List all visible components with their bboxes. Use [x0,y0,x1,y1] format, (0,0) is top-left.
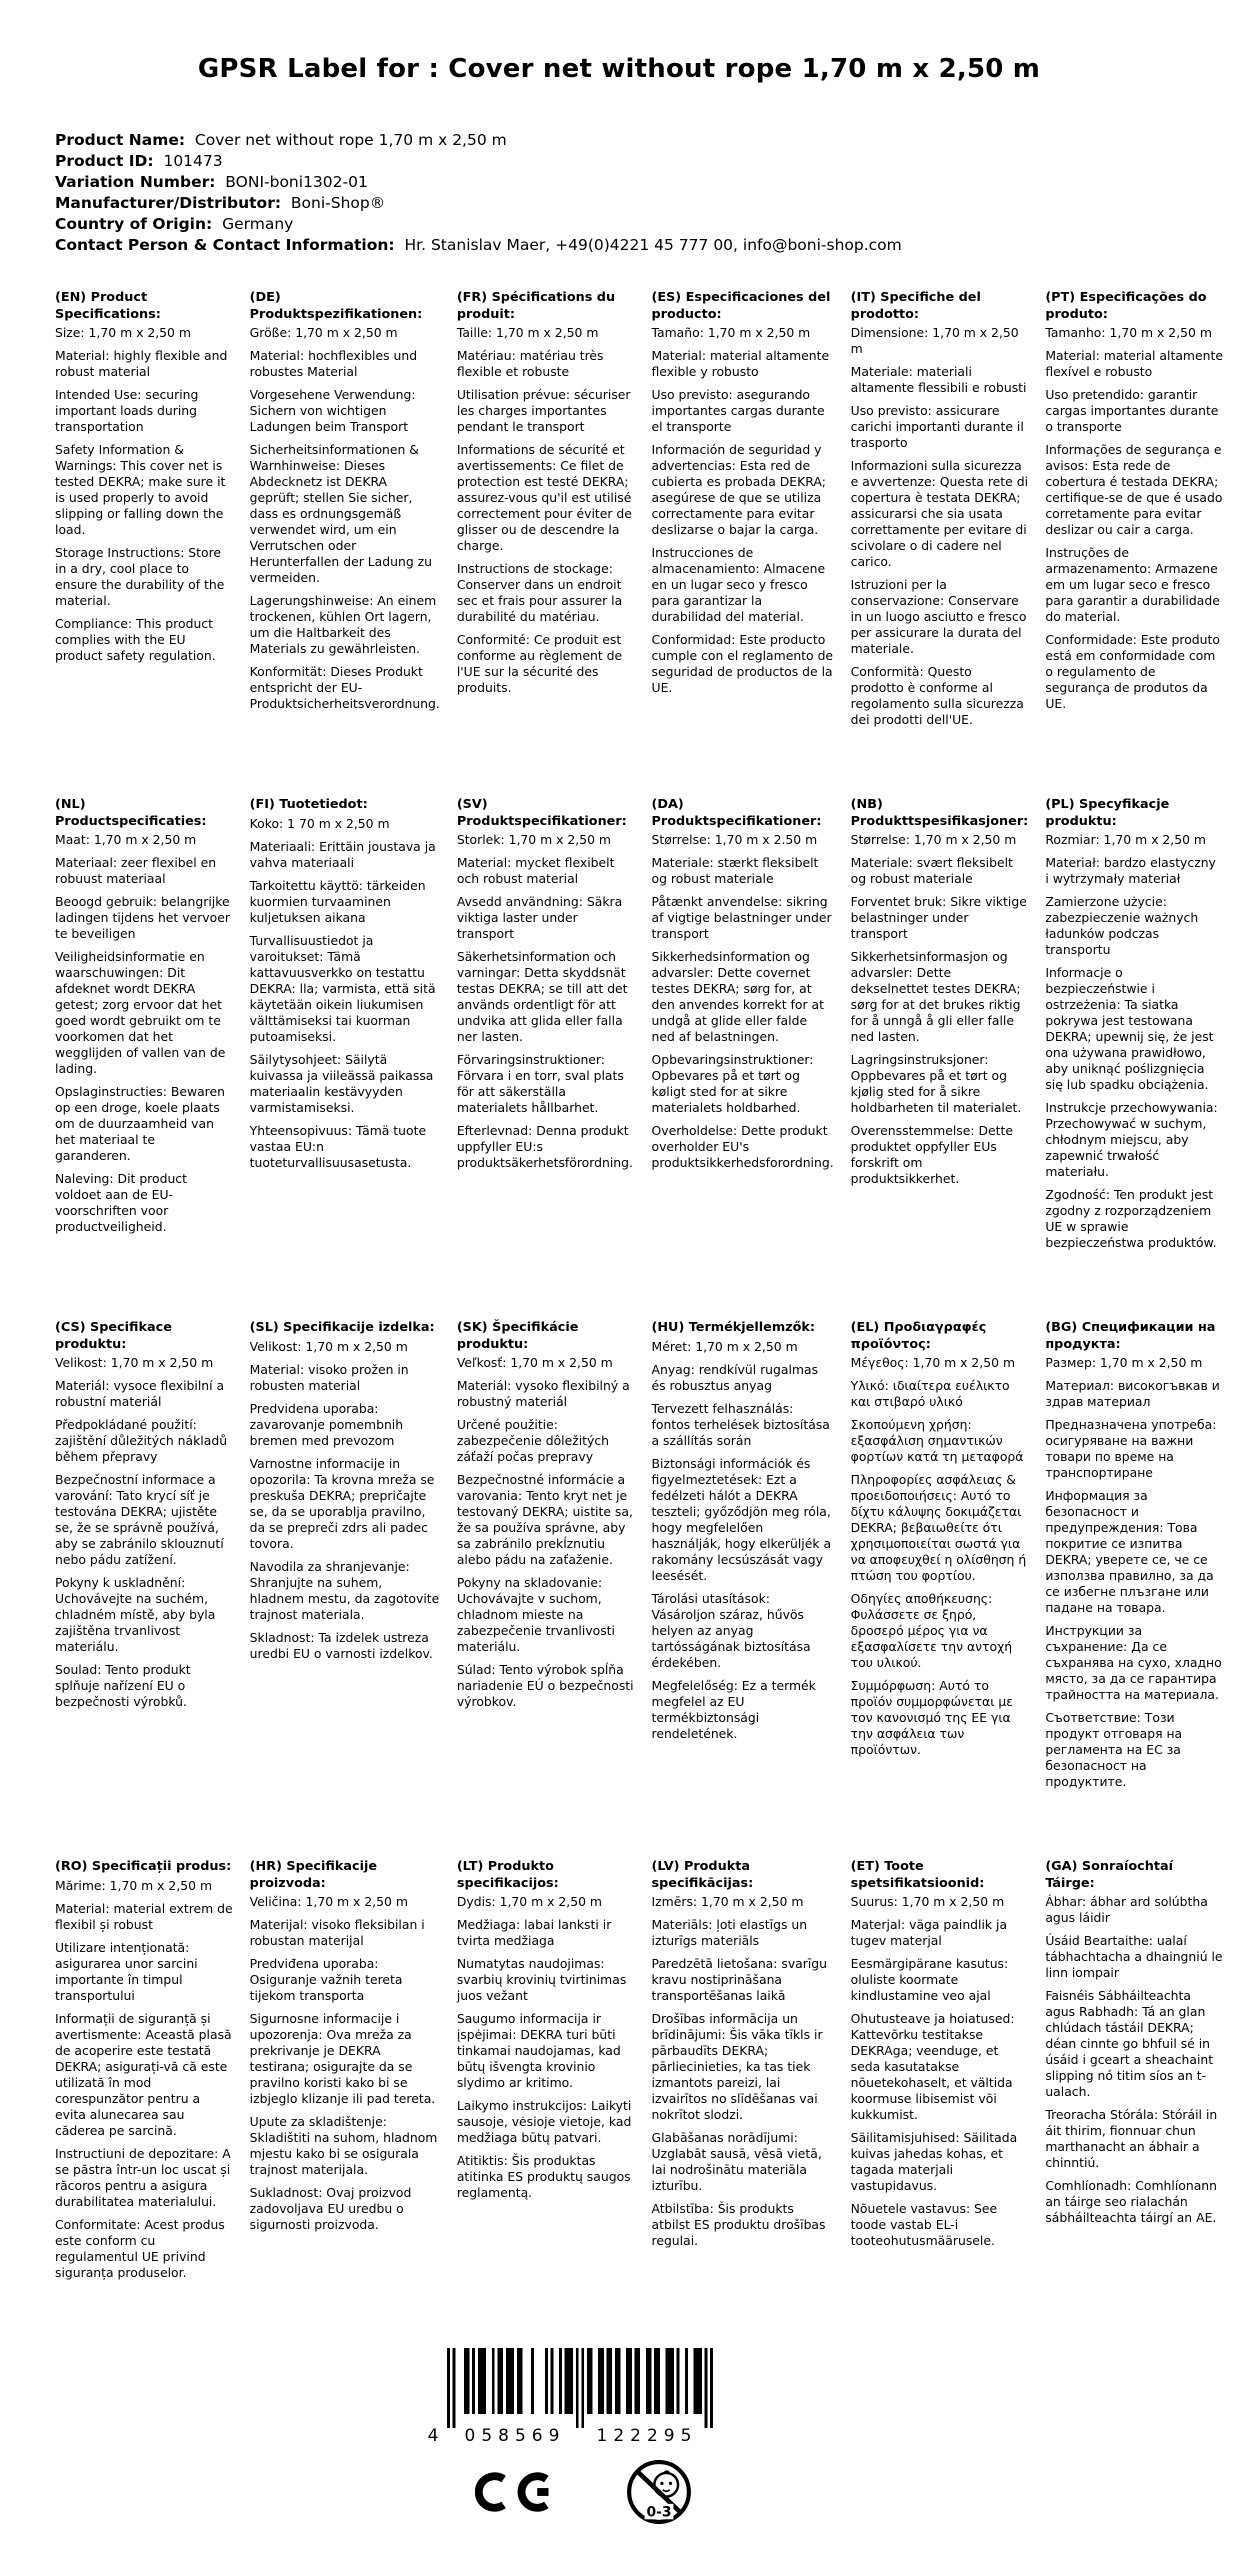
spec-paragraph: Zamierzone użycie: zabezpieczenie ważnych ładunków podczas transportu [1045,894,1199,958]
spec-header: (DE) Produktspezifikationen: [249,290,423,322]
spec-paragraph: Pokyny na skladovanie: Uchovávajte v suchom, chladnom mieste na zabezpečenie trvanlivosti materiálu. [456,1575,615,1655]
product-info-value: Germany [212,215,294,234]
spec-paragraph: Tervezett felhasználás: fontos terhelések biztosítása a szállítás során [651,1400,830,1448]
spec-paragraph: Upute za skladištenje: Skladištiti na suhom, hladnom mjestu kako bi se osigurala trajnost materijala. [249,2114,438,2178]
spec-paragraph: Conformità: Questo prodotto è conforme al regolamento sulla sicurezza dei prodotti dell'UE. [850,664,1024,728]
spec-header: (EN) Product Specifications: [55,290,161,322]
spec-header: (IT) Specifiche del prodotto: [850,290,981,322]
spec-paragraph: Lagringsinstruksjoner: Oppbevares på et tørt og kjølig sted for å sikre holdbarheten til materialet. [850,1052,1022,1116]
spec-header: (BG) Спецификации на продукта: [1045,1320,1216,1352]
spec-paragraph: Material: material extrem de flexibil și robust [55,1900,233,1932]
spec-header: (CS) Specifikace produktu: [55,1320,172,1352]
spec-header: (ES) Especificaciones del producto: [651,290,831,322]
spec-header: (DA) Produktspecifikationer: [651,797,822,829]
spec-paragraph: Bezpečnostné informácie a varovania: Tento kryt net je testovaný DEKRA; uistite sa, že sa používa správne, aby sa zabránilo prekĺznutiu alebo pádu na zaťaženie. [456,1472,633,1568]
spec-paragraph: Tamaño: 1,70 m x 2,50 m [651,325,811,341]
spec-paragraph: Materiale: materiali altamente flessibili e robusti [850,364,1027,396]
spec-paragraph: Suurus: 1,70 m x 2,50 m [850,1894,1005,1910]
spec-paragraph: Konformität: Dieses Produkt entspricht der EU-Produktsicherheitsverordnung. [249,664,440,712]
spec-header: (RO) Specificații produs: [55,1859,232,1875]
spec-paragraph: Overholdelse: Dette produkt overholder EU's produktsikkerhedsforordning. [651,1123,834,1171]
spec-paragraph: Materiale: svært fleksibelt og robust materiale [850,855,1013,887]
spec-paragraph: Veličina: 1,70 m x 2,50 m [249,1894,408,1910]
product-info-row [55,130,1223,151]
spec-paragraph: Laikymo instrukcijos: Laikyti sausoje, vėsioje vietoje, kad medžiaga būtų patvari. [456,2098,632,2146]
spec-paragraph: Ábhar: ábhar ard solúbtha agus láidir [1045,1894,1208,1926]
spec-paragraph: Uso pretendido: garantir cargas importantes durante o transporte [1045,387,1219,435]
spec-paragraph: Comhlíonadh: Comhlíonann an táirge seo rialachán sábháilteachta táirgí an AE. [1045,2178,1218,2226]
spec-paragraph: Material: material altamente flexível e robusto [1045,348,1223,380]
spec-paragraph: Megfelelőség: Ez a termék megfelel az EU termékbiztonsági rendeletének. [651,1677,816,1741]
spec-paragraph: Veiligheidsinformatie en waarschuwingen: Dit afdeknet wordt DEKRA getest; zorg ervoor dat het goed wordt gebruikt om te voorkomen dat het wegglijden of vallen van de lading. [55,949,226,1077]
barcode-digit-lead: 4 [427,2425,439,2444]
spec-block-sv [457,797,635,1178]
spec-header: (HR) Specifikacije proizvoda: [249,1859,378,1891]
spec-paragraph: Material: highly flexible and robust material [55,348,228,380]
spec-block-fi [250,797,440,1178]
spec-header: (EL) Προδιαγραφές προϊόντος: [850,1320,987,1352]
spec-grid [55,290,1223,2288]
spec-paragraph: Mărime: 1,70 m x 2,50 m [55,1877,213,1893]
spec-paragraph: Soulad: Tento produkt splňuje nařízení EU o bezpečnosti výrobků. [55,1662,191,1710]
spec-header: (PT) Especificações do produto: [1045,290,1207,322]
spec-header: (SL) Specifikacije izdelka: [249,1320,435,1336]
product-info-row [55,172,1223,193]
spec-paragraph: Instructiuni de depozitare: A se păstra într-un loc uscat și răcoros pentru a asigura durabilitatea materialului. [55,2145,231,2209]
age-warning-0-3-icon [625,2458,693,2526]
spec-paragraph: Súlad: Tento výrobok spĺňa nariadenie EÚ o bezpečnosti výrobkov. [456,1662,634,1710]
spec-paragraph: Instructions de stockage: Conserver dans un endroit sec et frais pour assurer la durabilité du matériau. [456,561,623,625]
spec-block-de [250,290,440,719]
spec-paragraph: Istruzioni per la conservazione: Conservare in un luogo asciutto e fresco per assicurare la durata del materiale. [850,577,1027,657]
spec-paragraph: Dydis: 1,70 m x 2,50 m [456,1894,602,1910]
spec-paragraph: Atbilstība: Šis produkts atbilst ES produktu drošības regulai. [651,2201,826,2249]
spec-block-bg [1045,1320,1223,1797]
spec-paragraph: Méret: 1,70 m x 2,50 m [651,1338,798,1354]
spec-paragraph: Sikkerhedsinformation og advarsler: Dette covernet testes DEKRA; sørg for, at den anvendes korrekt for at undgå at glide eller falde ned af belastningen. [651,949,824,1045]
spec-paragraph: Předpokládané použití: zajištění důležitých nákladů během přepravy [55,1417,228,1465]
spec-paragraph: Varnostne informacije in opozorila: Ta krovna mreža se preskuša DEKRA; prepričajte se, da se uporablja pravilno, da se prepreči zdrs ali padec tovora. [249,1455,435,1551]
spec-paragraph: Opslaginstructies: Bewaren op een droge, koele plaats om de duurzaamheid van het materiaal te garanderen. [55,1084,225,1164]
product-info-label: Variation Number: [55,173,216,192]
spec-paragraph: Veľkosť: 1,70 m x 2,50 m [456,1355,613,1371]
spec-block-nl [55,797,233,1242]
spec-block-pl [1045,797,1223,1258]
spec-paragraph: Určené použitie: zabezpečenie dôležitých záťaží počas prepravy [456,1417,610,1465]
spec-header: (ET) Toote spetsifikatsioonid: [850,1859,985,1891]
spec-paragraph: Predviđena uporaba: Osiguranje važnih tereta tijekom transporta [249,1956,403,2004]
spec-paragraph: Informații de siguranță și avertismente: Această plasă de acoperire este testată DEKRA; asigurați-vă că este utilizată în mod corespunzător pentru a evita alunecarea sau căderea pe sarcină. [55,2010,232,2138]
spec-paragraph: Conformitate: Acest produs este conform cu regulamentul UE privind siguranța produselor. [55,2216,225,2280]
spec-block-et [851,1859,1029,2256]
spec-paragraph: Drošības informācija un brīdinājumi: Šis vāka tīkls ir pārbaudīts DEKRA; pārliecinieties, ka tas tiek izmantots pareizi, lai izvairītos no slīdēšanas vai nokrītot slodzi. [651,2011,823,2123]
spec-paragraph: Paredzētā lietošana: svarīgu kravu nostiprināšana transportēšanas laikā [651,1956,828,2004]
spec-paragraph: Sukladnost: Ovaj proizvod zadovoljava EU uredbu o sigurnosti proizvoda. [249,2185,412,2233]
spec-paragraph: Medžiaga: labai lanksti ir tvirta medžiaga [456,1917,612,1949]
spec-paragraph: Säilitamisjuhised: Säilitada kuivas jahedas kohas, et tagada materjali vastupidavus. [850,2130,1018,2194]
spec-paragraph: Säkerhetsinformation och varningar: Detta skyddsnät testas DEKRA; se till att det används ordentligt för att undvika att glida eller falla ner lasten. [456,949,628,1045]
spec-header: (PL) Specyfikacje produktu: [1045,797,1170,829]
spec-paragraph: Предназначена употреба: осигуряване на важни товари по време на транспортиране [1045,1417,1217,1481]
spec-block-sl [250,1320,440,1669]
spec-paragraph: Vorgesehene Verwendung: Sichern von wichtigen Ladungen beim Transport [249,387,416,435]
spec-header: (NL) Productspecificaties: [55,797,207,829]
spec-paragraph: Úsáid Beartaithe: ualaí tábhachtacha a dhaingniú le linn iompair [1045,1933,1223,1981]
spec-paragraph: Informações de segurança e avisos: Esta rede de cobertura é testada DEKRA; certifique-se de que é usado corretamente para evitar deslizar ou cair a carga. [1045,442,1223,538]
spec-paragraph: Efterlevnad: Denna produkt uppfyller EU:s produktsäkerhetsförordning. [456,1123,633,1171]
spec-paragraph: Maat: 1,70 m x 2,50 m [55,832,197,848]
spec-paragraph: Materiál: vysoko flexibilný a robustný materiál [456,1378,630,1410]
spec-paragraph: Συμμόρφωση: Αυτό το προϊόν συμμορφώνεται με τον κανονισμό της ΕΕ για την ασφάλεια των προϊόντων. [850,1678,1013,1758]
spec-paragraph: Opbevaringsinstruktioner: Opbevares på et tørt og køligt sted for at sikre materialets holdbarhed. [651,1052,814,1116]
spec-paragraph: Ohutusteave ja hoiatused: Kattevõrku testitakse DEKRAga; veenduge, et seda kasutatakse nõuetekohaselt, et vältida koormuse libisemist või kukkumist. [850,2011,1015,2123]
spec-paragraph: Πληροφορίες ασφάλειας & προειδοποιήσεις: Αυτό το δίχτυ κάλυψης δοκιμάζεται DEKRA; βεβαιωθείτε ότι χρησιμοποιείται σωστά για να αποφευχθεί η ολίσθηση ή πτώση του φορτίου. [850,1472,1027,1584]
spec-paragraph: Uso previsto: asegurando importantes cargas durante el transporte [651,387,825,435]
spec-paragraph: Tarkoitettu käyttö: tärkeiden kuormien turvaaminen kuljetuksen aikana [249,877,426,925]
spec-block-nb [851,797,1029,1194]
spec-paragraph: Informations de sécurité et avertissements: Ce filet de protection est testé DEKRA; assurez-vous qu'il est utilisé correctement pour éviter de glisser ou de descendre la charge. [456,442,632,554]
spec-paragraph: Nõuetele vastavus: See toode vastab EL-i tooteohutusmäärusele. [850,2201,998,2249]
spec-block-en [55,290,233,671]
spec-paragraph: Instrukcje przechowywania: Przechowywać w suchym, chłodnym miejscu, aby zapewnić trwałość materiału. [1045,1100,1218,1180]
spec-paragraph: Tamanho: 1,70 m x 2,50 m [1045,325,1212,341]
spec-header: (LV) Produkta specifikācijas: [651,1859,754,1891]
barcode-digits-group2: 122295 [596,2425,698,2444]
spec-block-ro [55,1859,233,2288]
spec-paragraph: Velikost: 1,70 m x 2,50 m [55,1355,214,1371]
spec-header: (FI) Tuotetiedot: [249,797,368,813]
spec-paragraph: Größe: 1,70 m x 2,50 m [249,325,398,341]
product-info-value: Cover net without rope 1,70 m x 2,50 m [185,131,507,149]
spec-paragraph: Koko: 1 70 m x 2,50 m [249,815,390,831]
product-info-label: Product ID: [55,152,154,171]
spec-paragraph: Material: mycket flexibelt och robust material [456,855,615,887]
spec-block-fr [457,290,635,703]
spec-paragraph: Μέγεθος: 1,70 m x 2,50 m [850,1355,1016,1371]
product-info-label: Contact Person & Contact Information: [55,236,395,255]
spec-paragraph: Съответствие: Този продукт отговаря на регламента на ЕС за безопасност на продуктите. [1045,1710,1183,1790]
spec-paragraph: Materjal: väga paindlik ja tugev materjal [850,1917,1008,1949]
spec-paragraph: Rozmiar: 1,70 m x 2,50 m [1045,832,1206,848]
spec-paragraph: Overensstemmelse: Dette produktet oppfyller EUs forskrift om produktsikkerhet. [850,1123,1013,1187]
spec-paragraph: Conformidad: Este producto cumple con el reglamento de seguridad de productos de la UE. [651,632,834,696]
spec-block-cs [55,1320,233,1717]
spec-paragraph: Instruções de armazenamento: Armazene em um lugar seco e fresco para garantir a durabilidade do material. [1045,545,1220,625]
spec-block-lt [457,1859,635,2208]
spec-paragraph: Bezpečnostní informace a varování: Tato krycí síť je testována DEKRA; ujistěte se, že se správně používá, aby se zabránilo sklouznutí nebo pádu zatížení. [55,1472,224,1568]
spec-paragraph: Eesmärgipärane kasutus: oluliste koormate kindlustamine veo ajal [850,1956,1009,2004]
spec-paragraph: Materijal: visoko fleksibilan i robustan materijal [249,1917,425,1949]
spec-paragraph: Pokyny k uskladnění: Uchovávejte na suchém, chladném místě, aby byla zajištěna trvanlivost materiálu. [55,1575,216,1655]
product-info-label: Manufacturer/Distributor: [55,194,282,213]
product-info-row [55,193,1223,214]
spec-paragraph: Forventet bruk: Sikre viktige belastninger under transport [850,894,1027,942]
spec-paragraph: Tárolási utasítások: Vásároljon száraz, hűvös helyen az anyag tartósságának biztosítása érdekében. [651,1590,811,1670]
spec-header: (SK) Špecifikácie produktu: [456,1320,579,1352]
product-info-label: Country of Origin: [55,215,213,234]
spec-paragraph: Turvallisuustiedot ja varoitukset: Tämä kattavuusverkko on testattu DEKRA: lla; varmista, että sitä käytetään oikein liukumisen välttämiseksi tai kuorman putoamiseksi. [249,932,436,1044]
barcode-bars [447,2348,713,2428]
spec-paragraph: Informacje o bezpieczeństwie i ostrzeżenia: Ta siatka pokrywa jest testowana DEKRA; upewnij się, że jest ona używana prawidłowo, aby uniknąć poślizgnięcia się lub spadku obciążenia. [1045,965,1214,1093]
spec-paragraph: Informazioni sulla sicurezza e avvertenze: Questa rete di copertura è testata DEKRA; assicurarsi che sia usata correttamente per evitare di scivolare o di cadere nel carico. [850,458,1029,570]
spec-paragraph: Velikost: 1,70 m x 2,50 m [249,1338,408,1354]
product-info-label: Product Name: [55,131,186,149]
product-info-value: BONI-boni1302-01 [215,173,368,192]
spec-paragraph: Materiaal: zeer flexibel en robuust materiaal [55,855,217,887]
spec-block-it [851,290,1029,735]
spec-paragraph: Atitiktis: Šis produktas atitinka ES produktų saugos reglamentą. [456,2153,631,2201]
spec-paragraph: Conformidade: Este produto está em conformidade com o regulamento de segurança de produtos da UE. [1045,632,1220,712]
spec-paragraph: Saugumo informacija ir įspėjimai: DEKRA turi būti tinkamai naudojamas, kad būtų išvengta krovinio slydimo ar kritimo. [456,2011,621,2091]
spec-header: (HU) Termékjellemzők: [651,1320,816,1336]
spec-paragraph: Material: hochflexibles und robustes Material [249,348,418,380]
spec-paragraph: Utilisation prévue: sécuriser les charges importantes pendant le transport [456,387,631,435]
spec-paragraph: Faisnéis Sábháilteachta agus Rabhadh: Tá an glan chlúdach tástáil DEKRA; déan cinnte go bhfuil sé in úsáid i gceart a sheachaint slipping nó titim síos an t-ualach. [1045,1988,1214,2100]
spec-paragraph: Biztonsági információk és figyelmeztetések: Ezt a fedélzeti hálót a DEKRA teszteli; győződjön meg róla, hogy megfelelően használják, hogy elkerüljék a rakomány lecsúszását vagy leesését. [651,1455,832,1583]
product-info-row [55,151,1223,172]
spec-block-lv [652,1859,834,2256]
spec-paragraph: Materiał: bardzo elastyczny i wytrzymały materiał [1045,855,1216,887]
spec-paragraph: Treoracha Stórála: Stóráil in áit thirim, fionnuar chun marthanacht an ábhair a chinntiú. [1045,2107,1218,2171]
spec-paragraph: Instrucciones de almacenamiento: Almacene en un lugar seco y fresco para garantizar la durabilidad del material. [651,545,826,625]
spec-block-sk [457,1320,635,1717]
compliance-symbols [475,2458,693,2526]
spec-paragraph: Размер: 1,70 m x 2,50 m [1045,1355,1203,1371]
spec-header: (NB) Produkttspesifikasjoner: [850,797,1029,829]
spec-paragraph: Sikkerhetsinformasjon og advarsler: Dette dekselnettet testes DEKRA; sørg for at det brukes riktig for å unngå å gli eller falle ned lasten. [850,949,1021,1045]
product-info-value: 101473 [153,152,223,171]
spec-paragraph: Intended Use: securing important loads during transportation [55,387,199,435]
spec-paragraph: Izmērs: 1,70 m x 2,50 m [651,1894,804,1910]
spec-paragraph: Størrelse: 1,70 m x 2.50 m [651,832,818,848]
spec-paragraph: Compliance: This product complies with the EU product safety regulation. [55,616,216,664]
spec-paragraph: Beoogd gebruik: belangrijke ladingen tijdens het vervoer te beveiligen [55,894,230,942]
spec-paragraph: Materiál: vysoce flexibilní a robustní materiál [55,1378,225,1410]
spec-paragraph: Materiale: stærkt fleksibelt og robust materiale [651,855,819,887]
spec-header: (LT) Produkto specifikacijos: [456,1859,559,1891]
spec-header: (FR) Spécifications du produit: [456,290,616,322]
spec-paragraph: Conformité: Ce produit est conforme au règlement de l'UE sur la sécurité des produits. [456,632,623,696]
footer [0,2288,1168,2526]
spec-block-hr [250,1859,440,2240]
spec-paragraph: Информация за безопасност и предупреждения: Това покритие се изпитва DEKRA; уверете се, че се използва правилно, за да се избегне плъзгане или падане на товара. [1045,1488,1214,1616]
spec-paragraph: Sigurnosne informacije i upozorenja: Ova mreža za prekrivanje je DEKRA testirana; osigurajte da se pravilno koristi kako bi se izbjeglo klizanje ili pad tereta. [249,2011,436,2107]
spec-paragraph: Naleving: Dit product voldoet aan de EU-voorschriften voor productveiligheid. [55,1171,187,1235]
spec-block-ga [1045,1859,1223,2233]
spec-paragraph: Anyag: rendkívül rugalmas és robusztus anyag [651,1361,819,1393]
spec-paragraph: Numatytas naudojimas: svarbių krovinių tvirtinimas juos vežant [456,1956,627,2004]
spec-paragraph: Glabāšanas norādījumi: Uzglabāt sausā, vēsā vietā, lai nodrošinātu materiāla izturību. [651,2130,822,2194]
spec-paragraph: Información de seguridad y advertencias: Esta red de cubierta es probada DEKRA; asegúrese de que se utiliza correctamente para evitar deslizarse o bajar la carga. [651,442,826,538]
spec-block-hu [652,1320,834,1749]
product-info-value: Boni-Shop® [281,194,386,213]
spec-paragraph: Storage Instructions: Store in a dry, cool place to ensure the durability of the material. [55,545,225,609]
spec-paragraph: Materiāls: ļoti elastīgs un izturīgs materiāls [651,1917,808,1949]
ean-barcode [419,2348,749,2444]
spec-paragraph: Navodila za shranjevanje: Shranjujte na suhem, hladnem mestu, da zagotovite trajnost materiala. [249,1558,440,1622]
spec-paragraph: Sicherheitsinformationen & Warnhinweise: Dieses Abdecknetz ist DEKRA geprüft; stellen Sie sicher, dass es ordnungsgemäß verwendet wird, um ein Verrutschen oder Herunterfallen der Ladung zu vermeiden. [249,442,432,586]
spec-paragraph: Size: 1,70 m x 2,50 m [55,325,191,341]
spec-block-el [851,1320,1029,1765]
spec-paragraph: Materiaali: Erittäin joustava ja vahva materiaali [249,838,436,870]
spec-paragraph: Οδηγίες αποθήκευσης: Φυλάσσετε σε ξηρό, δροσερό μέρος για να εξασφαλίσετε την αντοχή του υλικού. [850,1591,1013,1671]
spec-paragraph: Størrelse: 1,70 m x 2,50 m [850,832,1017,848]
spec-paragraph: Säilytysohjeet: Säilytä kuivassa ja viileässä paikassa materiaalin kestävyyden varmistamiseksi. [249,1051,434,1115]
spec-paragraph: Förvaringsinstruktioner: Förvara i en torr, sval plats för att säkerställa materialets hållbarhet. [456,1052,624,1116]
spec-paragraph: Инструкции за съхранение: Да се съхранява на сухо, хладно място, за да се гарантира трайността на материала. [1045,1623,1222,1703]
spec-block-es [652,290,834,703]
spec-paragraph: Σκοπούμενη χρήση: εξασφάλιση σημαντικών φορτίων κατά τη μεταφορά [850,1417,1024,1465]
spec-paragraph: Material: material altamente flexible y robusto [651,348,830,380]
spec-paragraph: Zgodność: Ten produkt jest zgodny z rozporządzeniem UE w sprawie bezpieczeństwa produktów. [1045,1187,1217,1251]
spec-paragraph: Материал: високогъвкав и здрав материал [1045,1378,1220,1410]
product-info-row [55,235,1223,256]
spec-paragraph: Safety Information & Warnings: This cover net is tested DEKRA; make sure it is used properly to avoid slipping or falling down the load. [55,442,226,538]
spec-paragraph: Predvidena uporaba: zavarovanje pomembnih bremen med prevozom [249,1400,404,1448]
product-info [55,130,1223,256]
ce-mark-icon [475,2468,559,2516]
spec-paragraph: Utilizare intenționată: asigurarea unor sarcini importante în timpul transportului [55,1939,198,2003]
spec-paragraph: Material: visoko prožen in robusten material [249,1361,409,1393]
spec-paragraph: Yhteensopivuus: Tämä tuote vastaa EU:n tuoteturvallisuusasetusta. [249,1122,427,1170]
spec-block-da [652,797,834,1178]
spec-paragraph: Υλικό: ιδιαίτερα ευέλικτο και στιβαρό υλικό [850,1378,1010,1410]
age-warning-label: 0-3 [646,2504,672,2521]
spec-paragraph: Uso previsto: assicurare carichi importanti durante il trasporto [850,403,1024,451]
barcode-digits-group1: 058569 [464,2425,566,2444]
spec-paragraph: Lagerungshinweise: An einem trockenen, kühlen Ort lagern, um die Haltbarkeit des Materials zu gewährleisten. [249,593,437,657]
spec-paragraph: Matériau: matériau très flexible et robuste [456,348,604,380]
page-title: GPSR Label for : Cover net without rope 1,70 m x 2,50 m [197,54,1041,84]
spec-paragraph: Taille: 1,70 m x 2,50 m [456,325,599,341]
spec-header: (SV) Produktspecifikationer: [456,797,627,829]
product-info-value: Hr. Stanislav Maer, +49(0)4221 45 777 00, info@boni-shop.com [394,236,902,255]
spec-paragraph: Storlek: 1,70 m x 2,50 m [456,832,611,848]
spec-paragraph: Påtænkt anvendelse: sikring af vigtige belastninger under transport [651,894,832,942]
spec-header: (GA) Sonraíochtaí Táirge: [1045,1859,1173,1891]
spec-paragraph: Dimensione: 1,70 m x 2,50 m [850,325,1019,357]
spec-paragraph: Skladnost: Ta izdelek ustreza uredbi EU o varnosti izdelkov. [249,1629,433,1661]
spec-paragraph: Avsedd användning: Säkra viktiga laster under transport [456,894,623,942]
product-info-row [55,214,1223,235]
spec-block-pt [1045,290,1223,719]
